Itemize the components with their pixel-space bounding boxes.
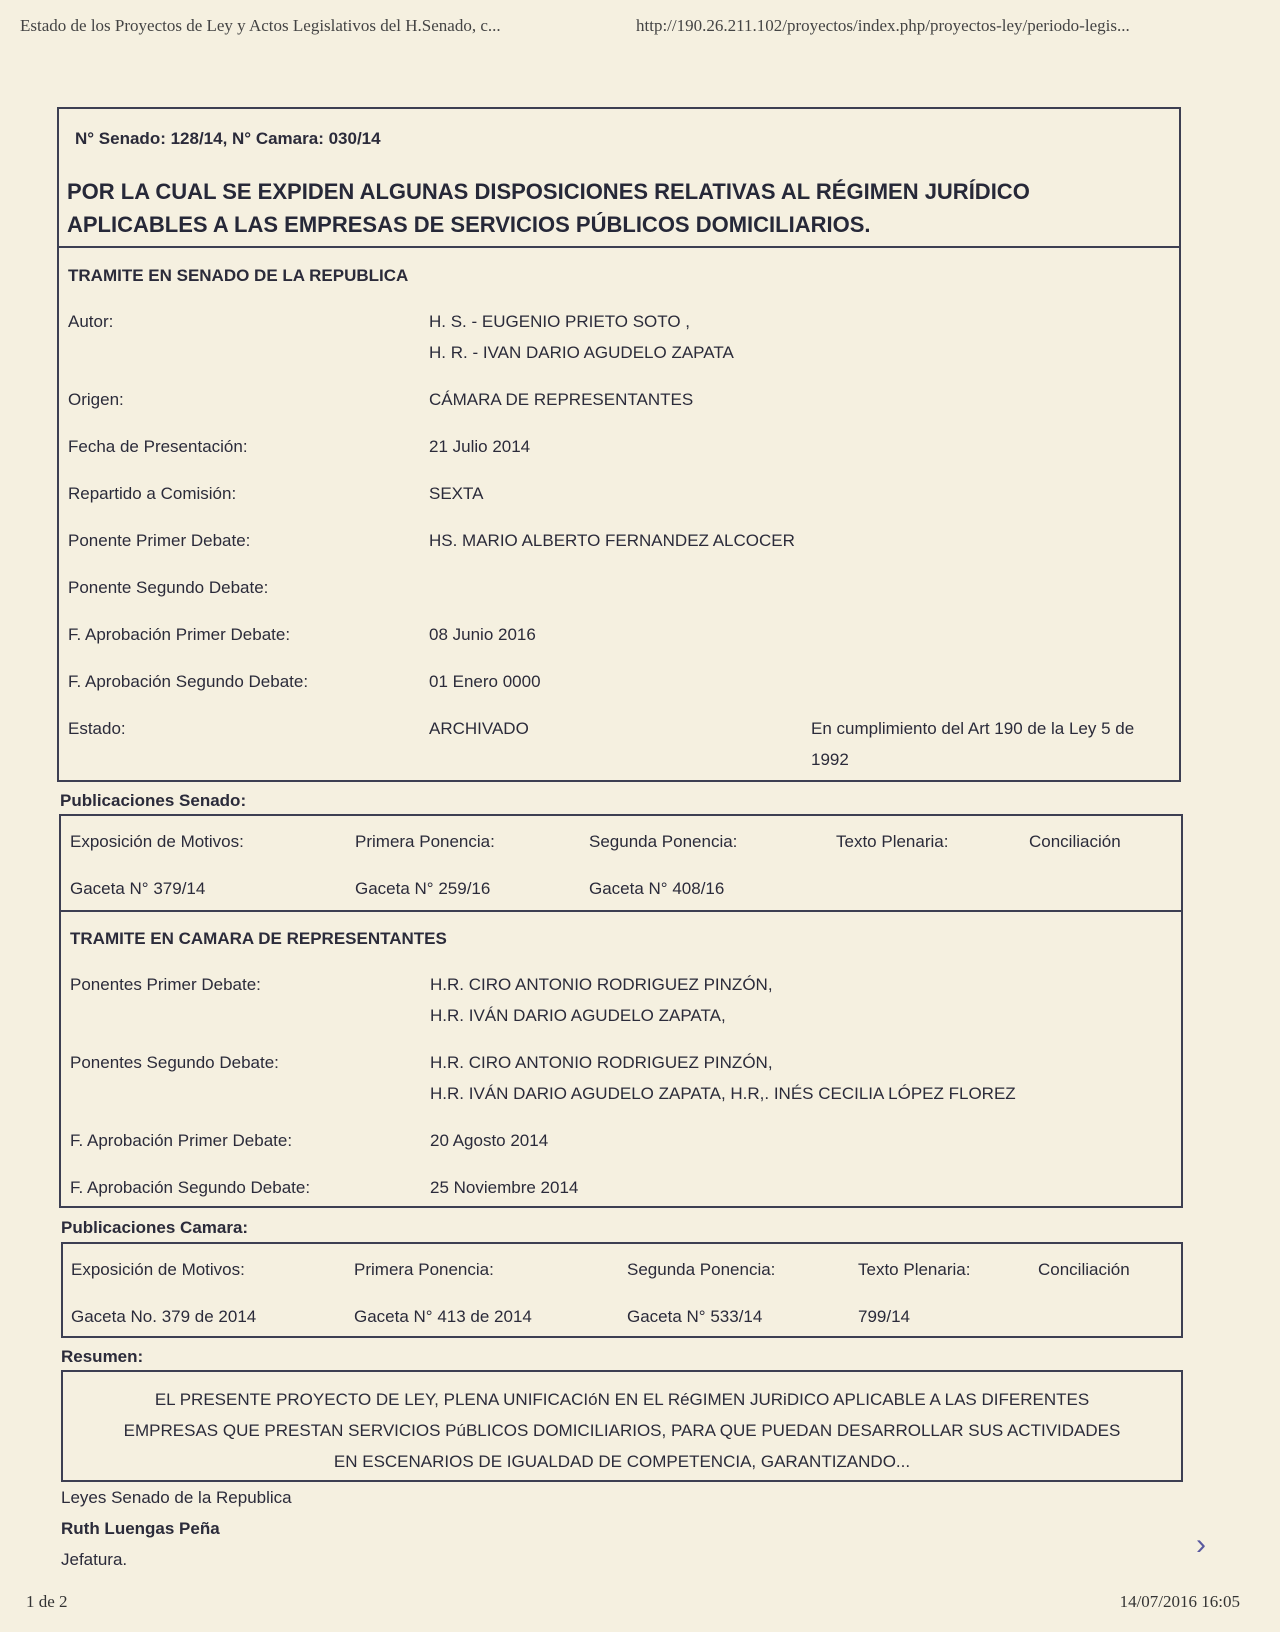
- senado-section-title: TRAMITE EN SENADO DE LA REPUBLICA: [68, 266, 409, 285]
- fecha-presentacion-value: 21 Julio 2014: [429, 437, 531, 456]
- publicaciones-senado-box: [59, 814, 1183, 912]
- ponentes-segundo-debate-value-2: H.R. IVÁN DARIO AGUDELO ZAPATA, H.R,. INÉS CECILIA LÓPEZ FLOREZ: [430, 1084, 1016, 1103]
- resumen-line-2: EMPRESAS QUE PRESTAN SERVICIOS PúBLICOS DOMICILIARIOS, PARA QUE PUEDAN DESARROLLAR SUS ACTIVIDADES: [123, 1421, 1121, 1440]
- ponente-primer-debate-value: HS. MARIO ALBERTO FERNANDEZ ALCOCER: [429, 531, 795, 550]
- pub-camara-value-plenaria: 799/14: [858, 1307, 910, 1326]
- resumen-box: [61, 1370, 1183, 1482]
- ponente-primer-debate-label: Ponente Primer Debate:: [68, 531, 251, 550]
- autor-value-2: H. R. - IVAN DARIO AGUDELO ZAPATA: [429, 343, 734, 362]
- ponentes-segundo-debate-value-1: H.R. CIRO ANTONIO RODRIGUEZ PINZÓN,: [430, 1053, 773, 1072]
- camara-section-title: TRAMITE EN CAMARA DE REPRESENTANTES: [70, 929, 447, 948]
- pub-senado-value-segunda: Gaceta N° 408/16: [589, 879, 725, 898]
- estado-note-1: En cumplimiento del Art 190 de la Ley 5 de: [811, 719, 1135, 738]
- pub-senado-header-conciliacion: Conciliación: [1029, 832, 1121, 851]
- senado-aprobacion-primer-value: 08 Junio 2016: [429, 625, 536, 644]
- camara-aprobacion-segundo-label: F. Aprobación Segundo Debate:: [70, 1178, 311, 1197]
- ponentes-primer-debate-value-2: H.R. IVÁN DARIO AGUDELO ZAPATA,: [430, 1006, 726, 1025]
- project-title-line-1: POR LA CUAL SE EXPIDEN ALGUNAS DISPOSICIONES RELATIVAS AL RÉGIMEN JURÍDICO: [67, 179, 1030, 204]
- project-numbers: N° Senado: 128/14, N° Camara: 030/14: [75, 129, 381, 148]
- ponentes-primer-debate-label: Ponentes Primer Debate:: [70, 975, 261, 994]
- estado-label: Estado:: [68, 719, 126, 738]
- camara-tramite-box: [59, 910, 1183, 1208]
- pub-senado-header-segunda: Segunda Ponencia:: [589, 832, 738, 851]
- resumen-label: Resumen:: [61, 1347, 144, 1366]
- publicaciones-camara-box: [61, 1242, 1183, 1338]
- publicaciones-camara-label: Publicaciones Camara:: [61, 1218, 249, 1237]
- ponentes-segundo-debate-label: Ponentes Segundo Debate:: [70, 1053, 279, 1072]
- resumen-line-3: EN ESCENARIOS DE IGUALDAD DE COMPETENCIA, GARANTIZANDO...: [333, 1452, 911, 1471]
- ponente-segundo-debate-label: Ponente Segundo Debate:: [68, 578, 269, 597]
- origen-value: CÁMARA DE REPRESENTANTES: [429, 390, 694, 409]
- senado-aprobacion-primer-label: F. Aprobación Primer Debate:: [68, 625, 291, 644]
- pub-camara-header-conciliacion: Conciliación: [1038, 1260, 1130, 1279]
- pub-senado-value-primera: Gaceta N° 259/16: [355, 879, 491, 898]
- ponentes-primer-debate-value-1: H.R. CIRO ANTONIO RODRIGUEZ PINZÓN,: [430, 975, 773, 994]
- pub-camara-header-primera: Primera Ponencia:: [354, 1260, 494, 1279]
- origen-label: Origen:: [68, 390, 124, 409]
- print-footer-page: 1 de 2: [26, 1592, 68, 1611]
- senado-aprobacion-segundo-label: F. Aprobación Segundo Debate:: [68, 672, 309, 691]
- camara-aprobacion-primer-value: 20 Agosto 2014: [430, 1131, 549, 1150]
- senado-tramite-box: [57, 246, 1181, 782]
- pub-senado-header-primera: Primera Ponencia:: [355, 832, 495, 851]
- pub-camara-value-segunda: Gaceta N° 533/14: [627, 1307, 763, 1326]
- fecha-presentacion-label: Fecha de Presentación:: [68, 437, 248, 456]
- estado-value: ARCHIVADO: [429, 719, 529, 738]
- pub-camara-header-plenaria: Texto Plenaria:: [858, 1260, 971, 1279]
- print-footer-datetime: 14/07/2016 16:05: [1119, 1592, 1240, 1611]
- estado-note-2: 1992: [811, 750, 849, 769]
- project-title-line-2: APLICABLES A LAS EMPRESAS DE SERVICIOS PÚBLICOS DOMICILIARIOS.: [67, 212, 871, 237]
- pub-camara-header-exposicion: Exposición de Motivos:: [71, 1260, 245, 1279]
- print-header-title: Estado de los Proyectos de Ley y Actos Legislativos del H.Senado, c...: [20, 16, 501, 35]
- pub-camara-value-exposicion: Gaceta No. 379 de 2014: [71, 1307, 257, 1326]
- pub-senado-value-exposicion: Gaceta N° 379/14: [70, 879, 206, 898]
- senado-aprobacion-segundo-value: 01 Enero 0000: [429, 672, 541, 691]
- signature-role: Jefatura.: [61, 1550, 128, 1569]
- pub-senado-header-plenaria: Texto Plenaria:: [836, 832, 949, 851]
- chevron-right-icon: ›: [1196, 1528, 1206, 1561]
- resumen-line-1: EL PRESENTE PROYECTO DE LEY, PLENA UNIFICACIóN EN EL RéGIMEN JURiDICO APLICABLE A LAS DIFERENTES: [154, 1390, 1090, 1409]
- comision-value: SEXTA: [429, 484, 484, 503]
- signature-org: Leyes Senado de la Republica: [61, 1488, 292, 1507]
- signature-name: Ruth Luengas Peña: [61, 1519, 220, 1538]
- camara-aprobacion-primer-label: F. Aprobación Primer Debate:: [70, 1131, 293, 1150]
- autor-value-1: H. S. - EUGENIO PRIETO SOTO ,: [429, 312, 691, 331]
- pub-camara-header-segunda: Segunda Ponencia:: [627, 1260, 776, 1279]
- print-header-url: http://190.26.211.102/proyectos/index.php/proyectos-ley/periodo-legis...: [636, 16, 1130, 35]
- pub-camara-value-primera: Gaceta N° 413 de 2014: [354, 1307, 532, 1326]
- pub-senado-header-exposicion: Exposición de Motivos:: [70, 832, 244, 851]
- comision-label: Repartido a Comisión:: [68, 484, 237, 503]
- publicaciones-senado-label: Publicaciones Senado:: [60, 791, 247, 810]
- camara-aprobacion-segundo-value: 25 Noviembre 2014: [430, 1178, 579, 1197]
- autor-label: Autor:: [68, 312, 114, 331]
- project-title-box: [57, 107, 1181, 248]
